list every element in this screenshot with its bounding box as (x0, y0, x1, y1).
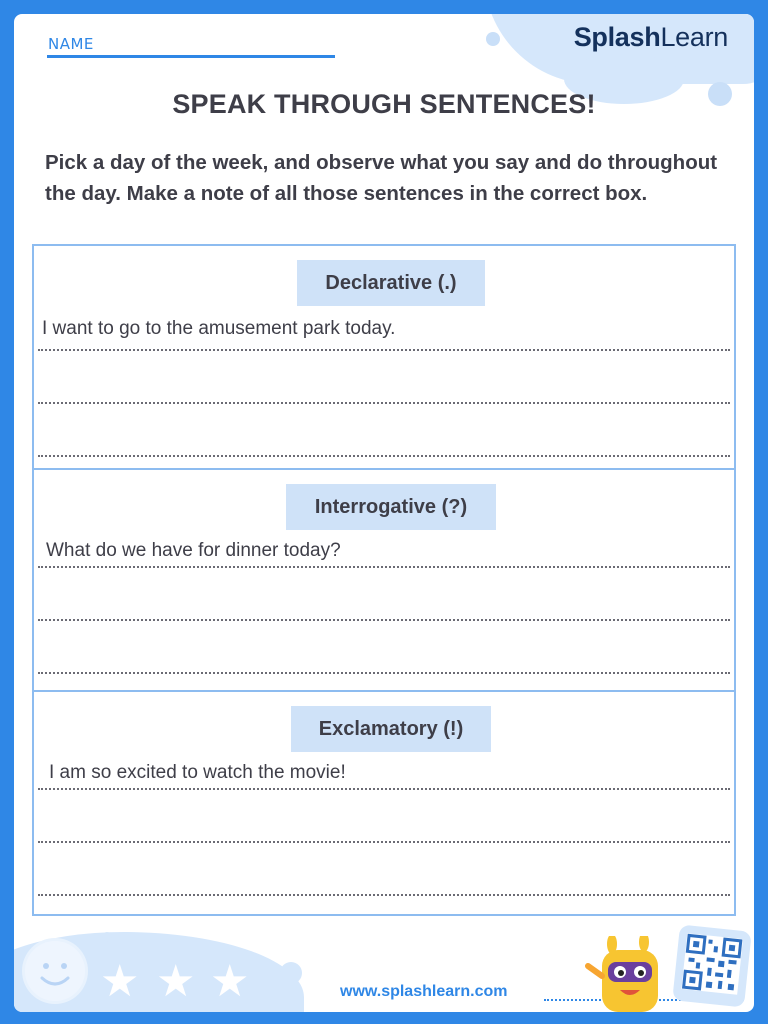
interrogative-heading: Interrogative (?) (286, 484, 496, 530)
writing-line[interactable] (38, 566, 730, 568)
smiley-icon (22, 938, 88, 1004)
footer-url[interactable]: www.splashlearn.com (340, 983, 508, 1000)
worksheet-title: SPEAK THROUGH SENTENCES! (172, 89, 596, 119)
qr-code-icon[interactable] (672, 924, 752, 1007)
writing-line[interactable] (38, 619, 730, 621)
name-label: NAME (48, 35, 94, 53)
worksheet-page (14, 14, 754, 1012)
star-icon: ★ (156, 956, 196, 1007)
writing-line[interactable] (38, 672, 730, 674)
writing-line[interactable] (38, 894, 730, 896)
interrogative-example: What do we have for dinner today? (46, 540, 341, 561)
bubble-decoration (102, 932, 112, 942)
writing-line[interactable] (38, 402, 730, 404)
declarative-example: I want to go to the amusement park today. (42, 318, 396, 339)
writing-line[interactable] (38, 349, 730, 351)
interrogative-section (34, 470, 734, 692)
exclamatory-heading: Exclamatory (!) (291, 706, 491, 752)
star-icon: ★ (210, 956, 250, 1007)
sentence-box (32, 244, 736, 916)
instructions-text: Pick a day of the week, and observe what you say and do throughout the day. Make a note of all those sentences in the correct box. (45, 151, 718, 205)
writing-line[interactable] (38, 841, 730, 843)
exclamatory-example: I am so excited to watch the movie! (49, 762, 346, 783)
exclamatory-section (34, 692, 734, 914)
name-field-line[interactable] (47, 55, 335, 58)
declarative-heading: Declarative (.) (297, 260, 485, 306)
bubble-decoration (280, 962, 302, 984)
declarative-section (34, 246, 734, 470)
star-icon: ★ (100, 956, 140, 1007)
writing-line[interactable] (38, 455, 730, 457)
bubble-decoration (486, 32, 500, 46)
writing-line[interactable] (38, 788, 730, 790)
mascot-icon (582, 936, 682, 1012)
splashlearn-logo: SplashLearn (573, 22, 728, 52)
